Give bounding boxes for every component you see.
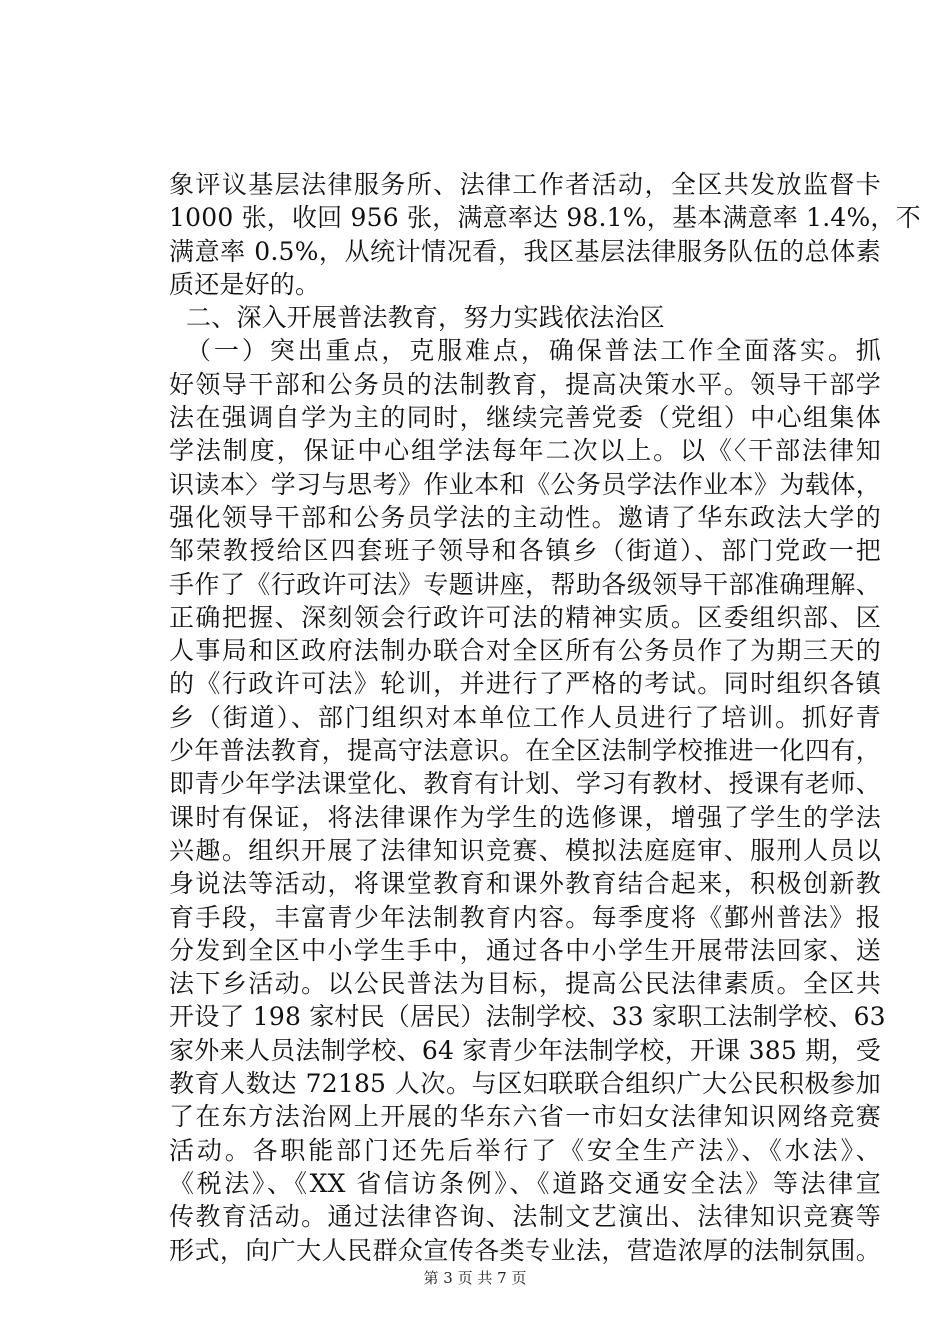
text-line: 识读本〉学习与思考》作业本和《公务员学法作业本》为载体， xyxy=(169,469,881,499)
text-line: 人事局和区政府法制办联合对全区所有公务员作了为期三天的 xyxy=(169,636,881,666)
text-line: 育手段，丰富青少年法制教育内容。每季度将《鄞州普法》报 xyxy=(169,902,881,932)
text-line: 身说法等活动，将课堂教育和课外教育结合起来，积极创新教 xyxy=(169,869,881,899)
text-line: 象评议基层法律服务所、法律工作者活动，全区共发放监督卡 xyxy=(169,170,881,199)
text-line: 家外来人员法制学校、64 家青少年法制学校，开课 385 期，受 xyxy=(169,1035,881,1065)
text-line: 形式，向广大人民群众宣传各类专业法，营造浓厚的法制氛围。 xyxy=(169,1235,881,1265)
text-line: （一）突出重点，克服难点，确保普法工作全面落实。抓 xyxy=(186,336,881,366)
text-line: 教育人数达 72185 人次。与区妇联联合组织广大公民积极参加 xyxy=(169,1069,881,1099)
text-line: 少年普法教育，提高守法意识。在全区法制学校推进一化四有， xyxy=(169,736,881,766)
text-line: 开设了 198 家村民（居民）法制学校、33 家职工法制学校、63 xyxy=(169,1002,886,1032)
text-line: 传教育活动。通过法律咨询、法制文艺演出、法律知识竞赛等 xyxy=(169,1202,881,1232)
document-body xyxy=(169,168,921,1267)
text-line: 学法制度，保证中心组学法每年二次以上。以《〈干部法律知 xyxy=(169,436,881,466)
text-line: 法在强调自学为主的同时，继续完善党委（党组）中心组集体 xyxy=(169,403,881,433)
text-line: 1000 张，收回 956 张，满意率达 98.1%，基本满意率 1.4%，不 xyxy=(169,203,921,233)
text-line: 兴趣。组织开展了法律知识竞赛、模拟法庭庭审、服刑人员以 xyxy=(169,835,881,865)
text-line: 课时有保证，将法律课作为学生的选修课，增强了学生的学法 xyxy=(169,802,881,832)
text-line: 质还是好的。 xyxy=(169,269,321,299)
text-line: 了在东方法治网上开展的华东六省一市妇女法律知识网络竞赛 xyxy=(169,1102,881,1132)
text-line: 正确把握、深刻领会行政许可法的精神实质。区委组织部、区 xyxy=(169,602,881,632)
text-line: 即青少年学法课堂化、教育有计划、学习有教材、授课有老师、 xyxy=(169,769,881,799)
text-line: 法下乡活动。以公民普法为目标，提高公民法律素质。全区共 xyxy=(169,969,881,999)
text-line: 分发到全区中小学生手中，通过各中小学生开展带法回家、送 xyxy=(169,935,881,965)
text-line: 乡（街道）、部门组织对本单位工作人员进行了培训。抓好青 xyxy=(169,702,881,732)
text-line: 邹荣教授给区四套班子领导和各镇乡（街道）、部门党政一把 xyxy=(169,536,881,566)
text-line: 《税法》、《XX 省信访条例》、《道路交通安全法》等法律宣 xyxy=(169,1168,881,1198)
page-number-footer: 第 3 页 共 7 页 xyxy=(423,1269,527,1287)
section-heading: 二、深入开展普法教育，努力实践依法治区 xyxy=(186,303,665,333)
text-line: 的《行政许可法》轮训，并进行了严格的考试。同时组织各镇 xyxy=(169,669,881,699)
text-line: 活动。各职能部门还先后举行了《安全生产法》、《水法》、 xyxy=(169,1135,881,1165)
text-line: 强化领导干部和公务员学法的主动性。邀请了华东政法大学的 xyxy=(169,502,881,532)
text-line: 满意率 0.5%，从统计情况看，我区基层法律服务队伍的总体素 xyxy=(169,236,881,266)
text-line: 手作了《行政许可法》专题讲座，帮助各级领导干部准确理解、 xyxy=(169,569,881,599)
text-line: 好领导干部和公务员的法制教育，提高决策水平。领导干部学 xyxy=(169,369,881,399)
